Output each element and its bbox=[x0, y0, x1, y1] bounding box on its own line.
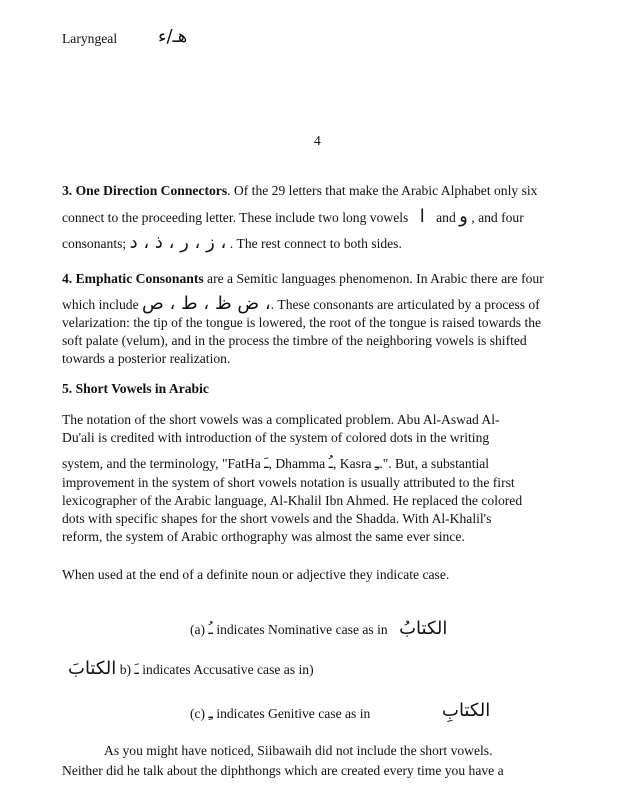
kasra-mark: ـِ bbox=[374, 454, 380, 472]
long-vowel-waw: و bbox=[459, 206, 468, 227]
header-arabic-letters: هـ/ء bbox=[158, 26, 188, 47]
section5-p1-line1: The notation of the short vowels was a complicated problem. Abu Al-Aswad Al- bbox=[62, 412, 500, 427]
arabic-word-accusative: الكتابَ bbox=[68, 658, 117, 679]
section3-line1: 3. One Direction Connectors. Of the 29 letters that make the Arabic Alphabet only six bbox=[62, 183, 538, 198]
long-vowel-alif: ا bbox=[419, 206, 425, 227]
section4-line2: which include ض ظ ، ط ، ص ،. These consonants are articulated by a process of bbox=[62, 293, 540, 314]
section5-p1-line4: improvement in the system of short vowels notation is usually attributed to the first bbox=[62, 475, 515, 490]
dhamma-mark: ـُ bbox=[208, 620, 213, 638]
section4-line1: 4. Emphatic Consonants are a Semitic languages phenomenon. In Arabic there are four bbox=[62, 271, 544, 286]
section5-p3-line1: As you might have noticed, Siibawaih did not include the short vowels. bbox=[104, 743, 493, 758]
section4-line5: towards a posterior realization. bbox=[62, 351, 231, 366]
example-b: الكتابَ b) ـَ indicates Accusative case as in) bbox=[68, 658, 314, 679]
example-a: (a) ـُ indicates Nominative case as in الكتابُ bbox=[190, 618, 448, 639]
section3-line2: connect to the proceeding letter. These include two long vowels ا and و , and four bbox=[62, 206, 524, 227]
section5-p1-line3: system, and the terminology, "FatHa ـَ, Dhamma ـُ, Kasra ـِ.". But, a substantial bbox=[62, 454, 490, 472]
section5-p1-line7: reform, the system of Arabic orthography was almost the same ever since. bbox=[62, 529, 465, 544]
fatha-mark: ـَ bbox=[264, 454, 269, 472]
example-c: (c) ـِ indicates Genitive case as in الكتابِ bbox=[190, 700, 491, 722]
section3-heading: 3. One Direction Connectors bbox=[62, 183, 228, 198]
header-row bbox=[62, 26, 188, 48]
section4-line3: velarization: the tip of the tongue is lowered, the root of the tongue is raised towards the bbox=[62, 315, 542, 330]
emphatic-letters: ض ظ ، ط ، ص ، bbox=[142, 293, 271, 314]
section4-line4: soft palate (velum), and in the process the timbre of the neighboring vowels is shifted bbox=[62, 333, 527, 348]
arabic-word-genitive: الكتابِ bbox=[442, 700, 491, 721]
section5-p2: When used at the end of a definite noun or adjective they indicate case. bbox=[62, 567, 450, 582]
section5-p3-line2: Neither did he talk about the diphthongs which are created every time you have a bbox=[62, 763, 504, 778]
section5-p1-line2: Du'ali is credited with introduction of the system of colored dots in the writing bbox=[62, 430, 490, 445]
page-number: 4 bbox=[314, 133, 321, 148]
section5-p1-line6: dots with specific shapes for the short vowels and the Shadda. With Al-Khalil's bbox=[62, 511, 492, 526]
fatha-mark: ـَ bbox=[134, 660, 139, 678]
kasra-mark: ـِ bbox=[208, 704, 213, 722]
dhamma-mark: ـُ bbox=[328, 454, 333, 472]
header-label: Laryngeal bbox=[62, 31, 118, 46]
section5-p1-line5: lexicographer of the Arabic language, Al-Khalil Ibn Ahmed. He replaced the colored bbox=[62, 493, 523, 508]
section3-line3: consonants; ز ، ر ، ذ ، د ، . The rest connect to both sides. bbox=[62, 232, 402, 253]
arabic-word-nominative: الكتابُ bbox=[399, 618, 448, 639]
section5-heading: 5. Short Vowels in Arabic bbox=[62, 381, 209, 396]
one-direction-consonants: ز ، ر ، ذ ، د ، bbox=[129, 232, 227, 253]
section4-heading: 4. Emphatic Consonants bbox=[62, 271, 204, 286]
